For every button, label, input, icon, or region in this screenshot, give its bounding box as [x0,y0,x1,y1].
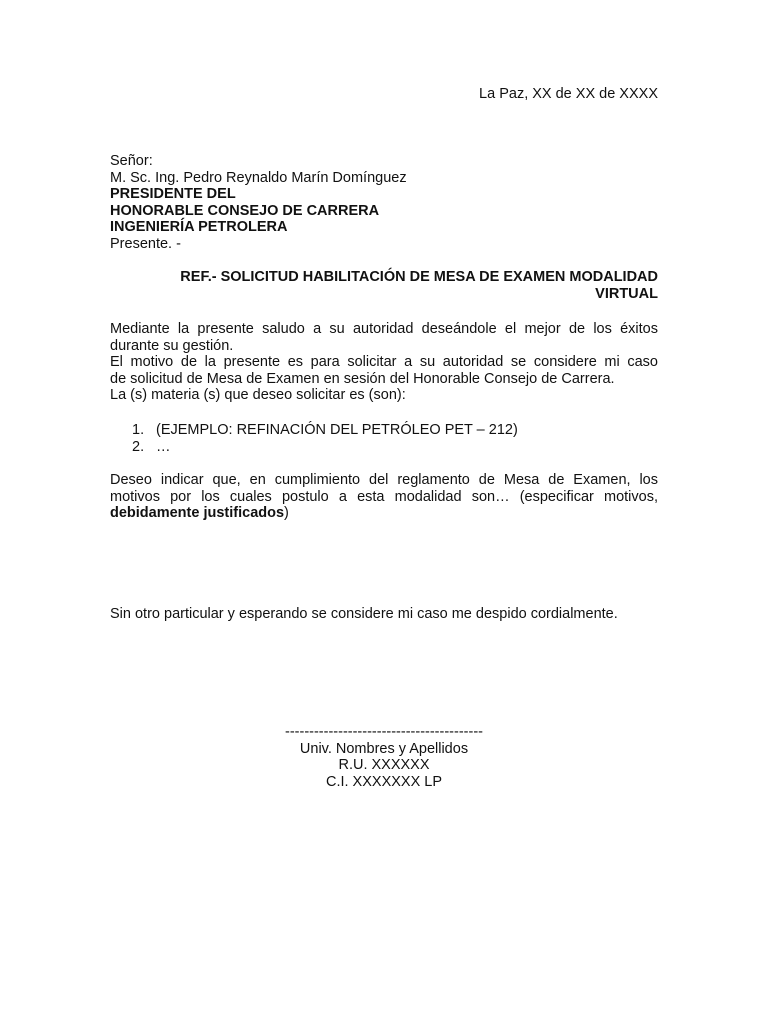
signature-rule: ----------------------------------------- [285,724,483,740]
addressee-name: M. Sc. Ing. Pedro Reynaldo Marín Domínguez [110,169,407,186]
signature-block [200,724,568,790]
emphasis-text: debidamente justificados [110,505,285,522]
body-line: La (s) materia (s) que deseo solicitar es (son): [110,387,406,404]
reference-line-1: REF.- SOLICITUD HABILITACIÓN DE MESA DE EXAMEN MODALIDAD [180,269,658,285]
list-item [132,439,518,456]
list-item-text: … [156,438,171,455]
date-line: La Paz, XX de XX de XXXX [479,86,658,102]
addressee-title-1: PRESIDENTE DEL [110,186,236,203]
list-item-number: 1. [132,422,145,438]
addressee-block [110,153,407,253]
body-line: motivos por los cuales postulo a esta modalidad son… (especificar motivos, [110,488,658,505]
body-line: Deseo indicar que, en cumplimiento del reglamento de Mesa de Examen, los [110,472,658,488]
closing-line: Sin otro particular y esperando se considere mi caso me despido cordialmente. [110,606,618,622]
addressee-title-2: HONORABLE CONSEJO DE CARRERA [110,202,380,219]
signature-ru: R.U. XXXXXX [338,757,430,774]
closing-paren: ) [284,505,289,522]
presente-line: Presente. - [110,235,181,252]
body-line: durante su gestión. [110,337,234,354]
signature-name: Univ. Nombres y Apellidos [299,740,469,757]
list-item-number: 2. [132,438,145,455]
body-line: de solicitud de Mesa de Examen en sesión del Honorable Consejo de Carrera. [110,370,615,387]
body-line: El motivo de la presente es para solicitar a su autoridad se considere mi caso [110,354,658,371]
list-item-text: (EJEMPLO: REFINACIÓN DEL PETRÓLEO PET – 212) [156,422,518,438]
reference-line-2: VIRTUAL [595,285,658,302]
salutation: Señor: [110,153,153,169]
addressee-title-3: INGENIERÍA PETROLERA [110,219,288,236]
reference-line [110,269,658,302]
subject-list [132,422,518,455]
body-paragraph-2 [110,472,658,522]
signature-ci: C.I. XXXXXXX LP [325,773,443,790]
body-line: Mediante la presente saludo a su autoridad deseándole el mejor de los éxitos [110,321,658,337]
list-item [132,422,518,439]
body-line [110,505,658,522]
body-paragraph-1 [110,321,658,404]
